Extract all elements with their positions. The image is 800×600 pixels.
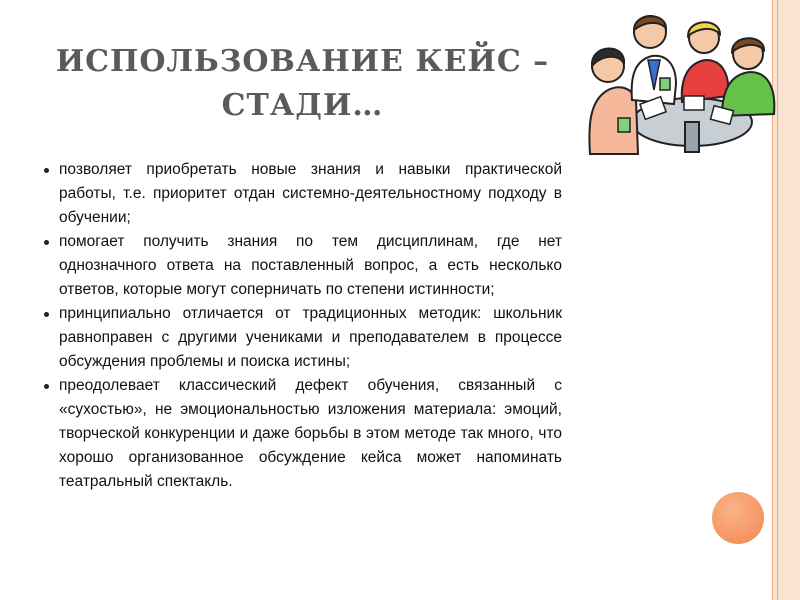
bullet-item	[44, 374, 562, 494]
group-meeting-illustration	[572, 4, 778, 156]
bullet-icon	[44, 240, 49, 245]
orange-circle-icon	[712, 492, 764, 544]
bullet-item	[44, 230, 562, 302]
bullet-list	[44, 158, 562, 494]
bullet-icon	[44, 384, 49, 389]
bullet-text: позволяет приобретать новые знания и навыки практической работы, т.е. приоритет отдан системно-деятельностному подходу в обучении;	[59, 161, 562, 226]
bullet-item	[44, 158, 562, 230]
bullet-icon	[44, 168, 49, 173]
bullet-item	[44, 302, 562, 374]
bullet-text: помогает получить знания по тем дисциплинам, где нет однозначного ответа на поставленный вопрос, а есть несколько ответов, которые могут соперничать по степени истинности;	[59, 233, 562, 298]
bullet-icon	[44, 312, 49, 317]
slide-title: ИСПОЛЬЗОВАНИЕ КЕЙС – СТАДИ…	[55, 44, 550, 123]
bullet-text: принципиально отличается от традиционных методик: школьник равноправен с другими учениками и преподавателем в процессе обсуждения проблемы и поиска истины;	[59, 305, 562, 370]
bullet-text: преодолевает классический дефект обучения, связанный с «сухостью», не эмоциональностью изложения материала: эмоций, творческой конкуренции и даже борьбы в этом методе так много, что хорошо организованное обсуждение кейса может напоминать театральный спектакль.	[59, 377, 562, 490]
